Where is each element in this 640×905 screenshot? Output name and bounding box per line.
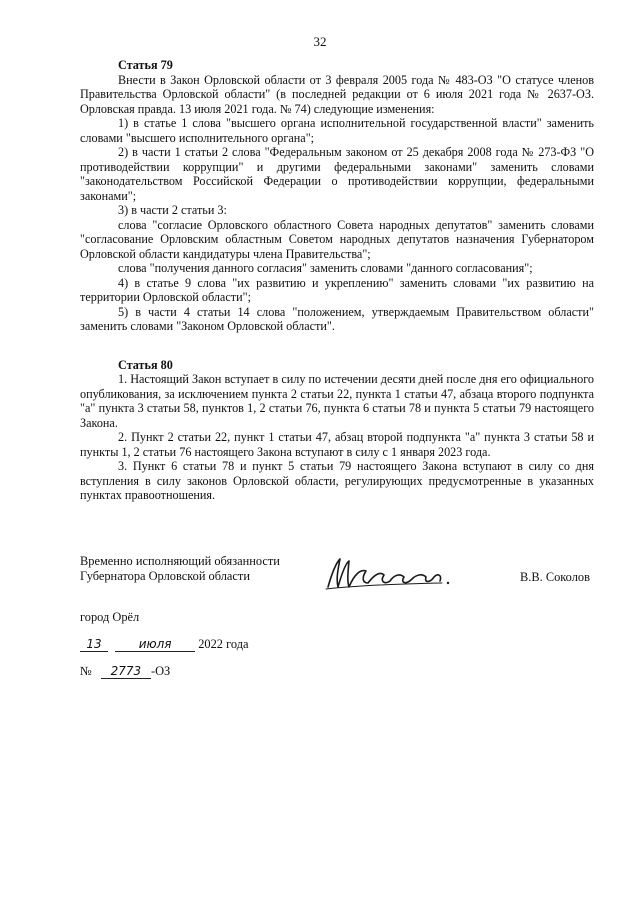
article-79-paragraph: Внести в Закон Орловской области от 3 февраля 2005 года № 483-ОЗ "О статусе членов Правительства Орловской области" (в последней редакции от 6 июля 2021 года № 2637-ОЗ. Орловская правда. 13 июля 2021 года. № 74) следующие изменения: (80, 72, 594, 116)
article-79-paragraph: 2) в части 1 статьи 2 слова "Федеральным законом от 25 декабря 2008 года № 273-ФЗ "О противодействии коррупции" и другими федеральными законами" заменить словами "законодательством Российской Федерации о противодействии коррупции, федеральными законами"; (80, 145, 594, 203)
document-body (80, 58, 594, 503)
date-year: 2022 года (198, 637, 249, 651)
article-79-paragraph: 4) в статье 9 слова "их развитию и укреплению" заменить словами "их развитию на территории Орловской области"; (80, 275, 594, 304)
signatory-position (80, 554, 280, 584)
article-79-paragraph: 5) в части 4 статьи 14 слова "положением, утверждаемым Правительством области" заменить словами "Законом Орловской области". (80, 304, 594, 333)
article-79-paragraph: 1) в статье 1 слова "высшего органа исполнительной государственной власти" заменить словами "высшего исполнительного органа"; (80, 116, 594, 145)
article-79 (80, 58, 594, 334)
law-number-line (80, 664, 170, 679)
signatory-position-line: Временно исполняющий обязанности (80, 554, 280, 568)
article-79-paragraph: слова "согласие Орловского областного Совета народных депутатов" заменить словами "согласование Орловским областным Советом народных депутатов назначения Губернатором Орловской области кандидатуры члена Правительства"; (80, 217, 594, 261)
date-month: июля (115, 637, 195, 652)
article-80-paragraph: 2. Пункт 2 статьи 22, пункт 1 статьи 47, абзац второй подпункта "а" пункта 3 статьи 58 и пункты 1, 2 статьи 76 настоящего Закона вступают в силу с 1 января 2023 года. (80, 430, 594, 459)
law-number-suffix: -ОЗ (150, 664, 171, 678)
article-80 (80, 358, 594, 503)
article-80-paragraph: 1. Настоящий Закон вступает в силу по истечении десяти дней после дня его официального опубликования, за исключением пункта 2 статьи 22, пункта 1 статьи 47, абзаца второго подпункта "а" пункта 3 статьи 58, пунктов 1, 2 статьи 76, пункта 6 статьи 78 и пункта 5 статьи 79 настоящего Закона. (80, 372, 594, 430)
number-sign: № (80, 664, 92, 678)
signatory-name: В.В. Соколов (520, 570, 590, 584)
date-day: 13 (80, 637, 108, 652)
article-79-heading: Статья 79 (118, 58, 173, 72)
article-80-paragraph: 3. Пункт 6 статьи 78 и пункт 5 статьи 79 настоящего Закона вступают в силу со дня вступления в силу законов Орловской области, регулирующих предусмотренные в указанных пунктах правоотношения. (80, 459, 594, 502)
city: город Орёл (80, 610, 140, 624)
page-number: 32 (313, 34, 327, 49)
signatory-position-line: Губернатора Орловской области (80, 569, 250, 583)
date-line (80, 637, 249, 652)
handwritten-signature (322, 553, 454, 593)
law-number: 2773 (101, 664, 151, 679)
article-80-heading: Статья 80 (118, 357, 173, 372)
article-79-paragraph: 3) в части 2 статьи 3: (118, 203, 227, 217)
article-79-paragraph: слова "получения данного согласия" заменить словами "данного согласования"; (118, 261, 533, 275)
